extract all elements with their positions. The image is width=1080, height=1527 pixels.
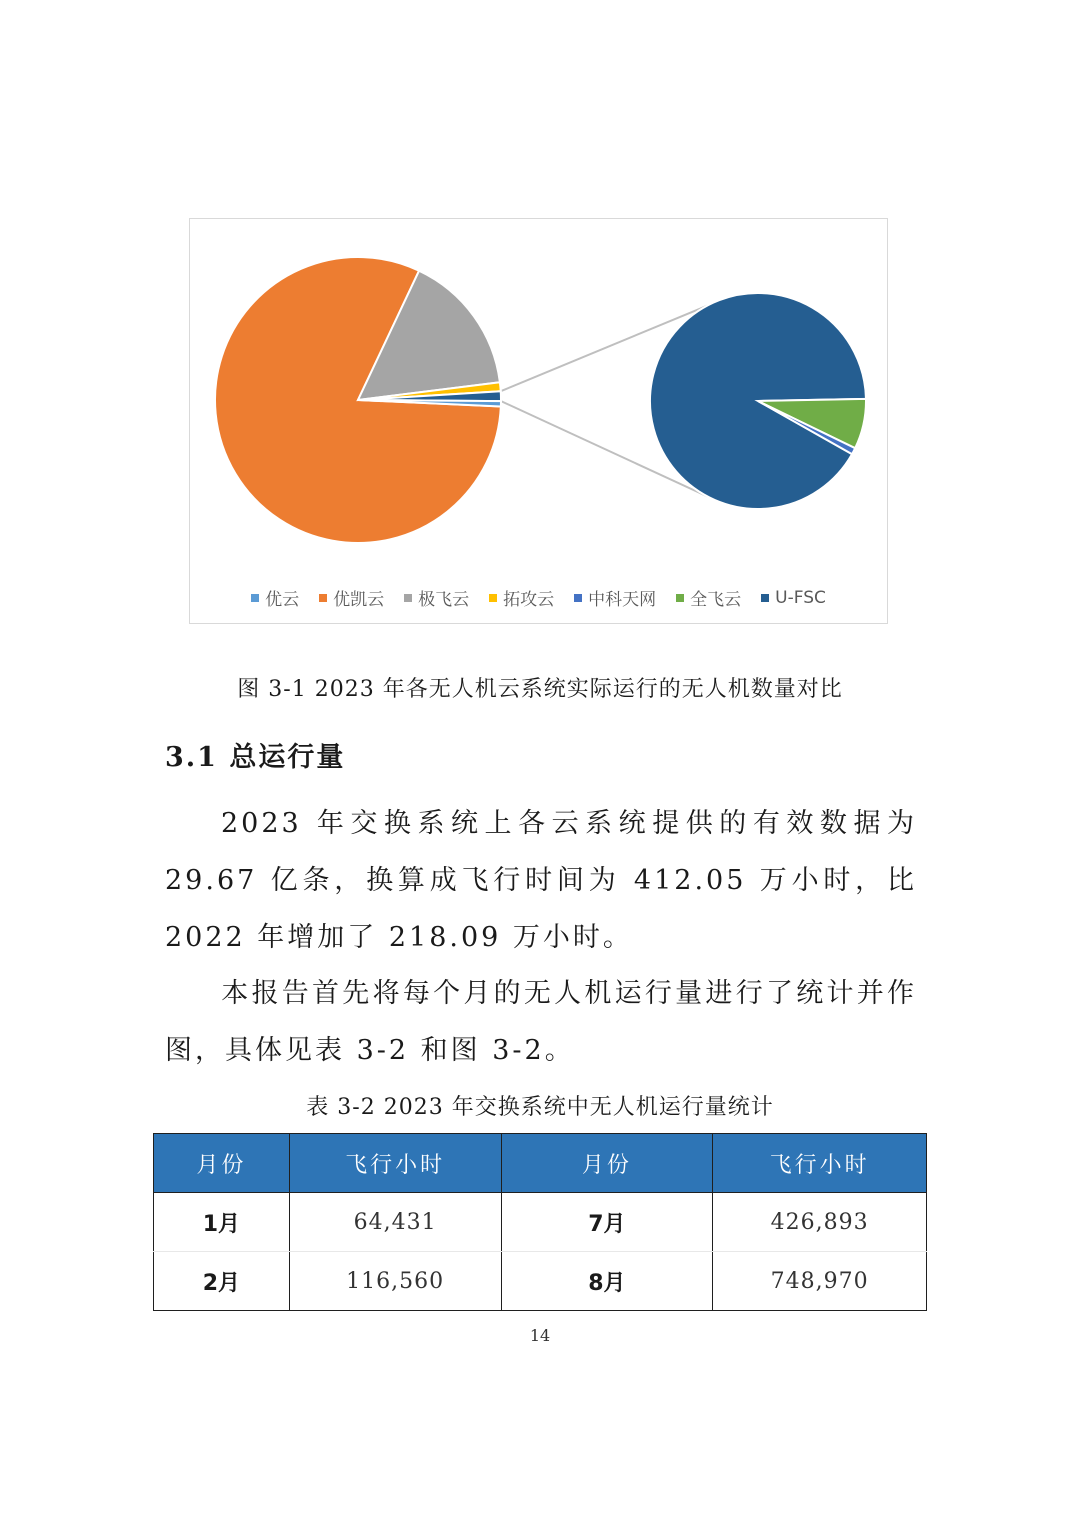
legend-swatch bbox=[574, 594, 582, 602]
legend-item bbox=[489, 585, 554, 610]
paragraph-1-text: 2023 年交换系统上各云系统提供的有效数据为 29.67 亿条，换算成飞行时间为 412.05 万小时，比 2022 年增加了 218.09 万小时。 bbox=[165, 808, 917, 953]
header-hours-2: 飞行小时 bbox=[713, 1134, 927, 1193]
paragraph-2 bbox=[165, 965, 917, 1079]
legend-item bbox=[761, 585, 826, 610]
legend-swatch bbox=[319, 594, 327, 602]
legend-label: 中科天网 bbox=[588, 590, 657, 610]
chart-legend bbox=[190, 585, 887, 610]
header-month-2: 月份 bbox=[501, 1134, 713, 1193]
hours-cell: 748,970 bbox=[713, 1252, 927, 1311]
legend-item bbox=[676, 585, 741, 610]
flight-hours-table bbox=[153, 1133, 927, 1311]
legend-swatch bbox=[251, 594, 259, 602]
legend-swatch bbox=[761, 594, 769, 602]
legend-item bbox=[404, 585, 469, 610]
section-title: 3.1 总运行量 bbox=[165, 742, 346, 773]
main-pie bbox=[215, 257, 501, 543]
table-row bbox=[154, 1252, 927, 1311]
hours-cell: 64,431 bbox=[289, 1193, 501, 1252]
figure-caption: 图 3-1 2023 年各无人机云系统实际运行的无人机数量对比 bbox=[237, 677, 843, 702]
pie-of-pie-chart bbox=[189, 218, 888, 624]
legend-swatch bbox=[489, 594, 497, 602]
header-hours-1: 飞行小时 bbox=[289, 1134, 501, 1193]
paragraph-1 bbox=[165, 795, 917, 966]
chart-canvas bbox=[190, 219, 887, 579]
table-header-row bbox=[154, 1134, 927, 1193]
legend-label: 全飞云 bbox=[690, 590, 742, 610]
hours-cell: 116,560 bbox=[289, 1252, 501, 1311]
legend-label: 极飞云 bbox=[418, 590, 470, 610]
month-cell: 8月 bbox=[501, 1252, 713, 1311]
month-cell: 1月 bbox=[154, 1193, 290, 1252]
legend-item bbox=[574, 585, 656, 610]
legend-swatch bbox=[676, 594, 684, 602]
legend-item bbox=[251, 585, 299, 610]
page-number: 14 bbox=[529, 1326, 551, 1345]
legend-item bbox=[319, 585, 384, 610]
legend-label: U-FSC bbox=[775, 587, 826, 608]
month-cell: 7月 bbox=[501, 1193, 713, 1252]
table-row bbox=[154, 1193, 927, 1252]
month-cell: 2月 bbox=[154, 1252, 290, 1311]
paragraph-2-text: 本报告首先将每个月的无人机运行量进行了统计并作图，具体见表 3-2 和图 3-2。 bbox=[165, 978, 917, 1066]
secondary-pie bbox=[650, 293, 866, 509]
legend-label: 优凯云 bbox=[333, 590, 385, 610]
legend-label: 拓攻云 bbox=[503, 590, 555, 610]
legend-swatch bbox=[404, 594, 412, 602]
hours-cell: 426,893 bbox=[713, 1193, 927, 1252]
table-caption: 表 3-2 2023 年交换系统中无人机运行量统计 bbox=[306, 1095, 774, 1120]
legend-label: 优云 bbox=[265, 590, 300, 610]
header-month-1: 月份 bbox=[154, 1134, 290, 1193]
